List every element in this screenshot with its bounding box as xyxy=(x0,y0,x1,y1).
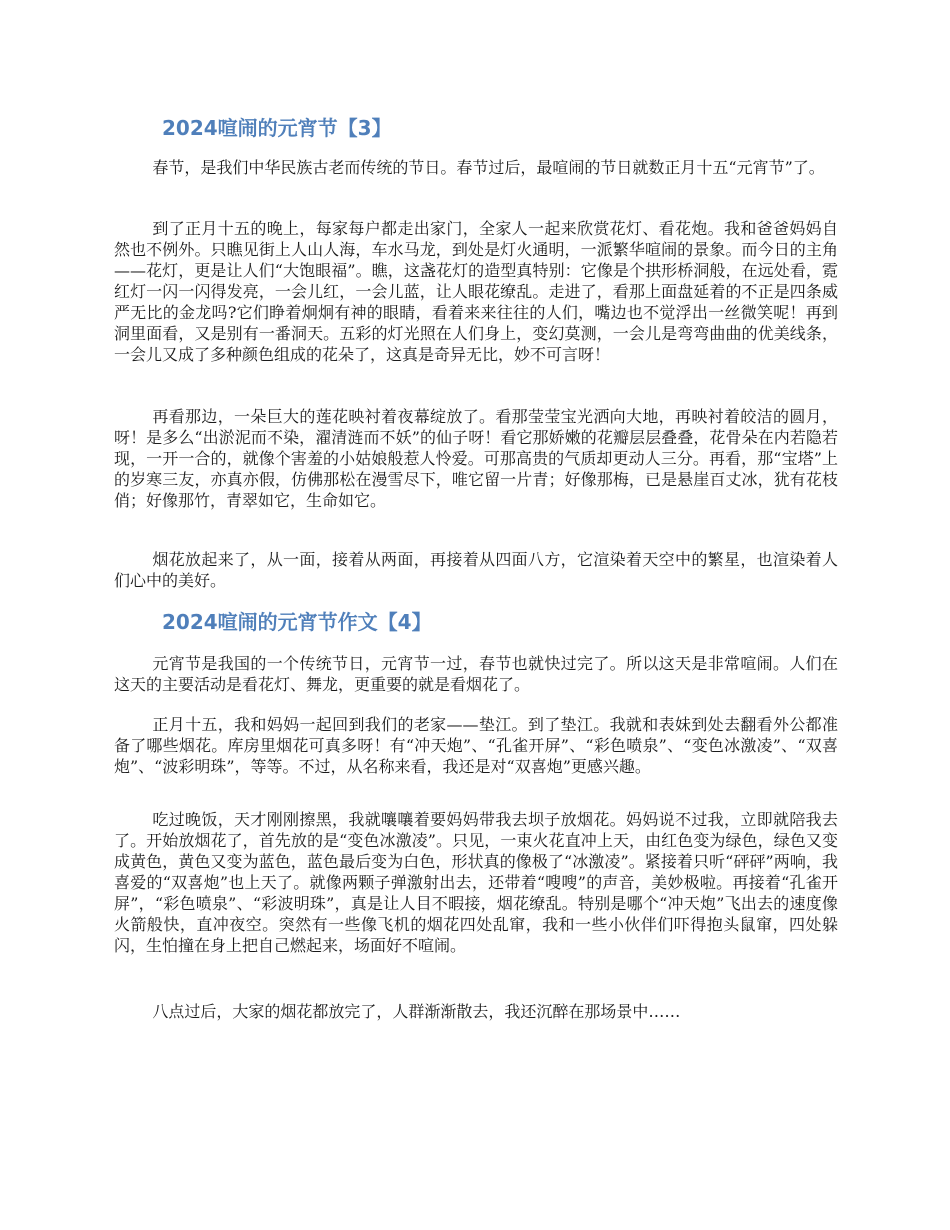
paragraph: 吃过晚饭，天才刚刚擦黑，我就嚷嚷着要妈妈带我去坝子放烟花。妈妈说不过我，立即就陪我去了。开始放烟花了，首先放的是“变色冰激凌”。只见，一束火花直冲上天，由红色变为绿色，绿色又变成黄色，黄色又变为蓝色，蓝色最后变为白色，形状真的像极了“冰激凌”。紧接着只听“砰砰”两响，我喜爱的“双喜炮”也上天了。就像两颗子弹激射出去，还带着“嗖嗖”的声音，美妙极啦。再接着“孔雀开屏”，“彩色喷泉”、“彩波明珠”，真是让人目不暇接，烟花缭乱。特别是哪个“冲天炮”飞出去的速度像火箭般快，直冲夜空。突然有一些像飞机的烟花四处乱窜，我和一些小伙伴们吓得抱头鼠窜，四处躲闪，生怕撞在身上把自己燃起来，场面好不喧闹。 xyxy=(114,810,838,955)
paragraph: 到了正月十五的晚上，每家每户都走出家门，全家人一起来欣赏花灯、看花炮。我和爸爸妈妈自然也不例外。只瞧见街上人山人海，车水马龙，到处是灯火通明，一派繁华喧闹的景象。而今日的主角——花灯，更是让人们“大饱眼福”。瞧，这盏花灯的造型真特别：它像是个拱形桥洞般，在远处看，霓红灯一闪一闪得发亮，一会儿红，一会儿蓝，让人眼花缭乱。走进了，看那上面盘延着的不正是四条威严无比的金龙吗?它们睁着炯炯有神的眼睛，看着来来往往的人们，嘴边也不觉浮出一丝微笑呢！再到洞里面看，又是别有一番洞天。五彩的灯光照在人们身上，变幻莫测，一会儿是弯弯曲曲的优美线条，一会儿又成了多种颜色组成的花朵了，这真是奇异无比，妙不可言呀！ xyxy=(114,219,838,364)
paragraph: 春节，是我们中华民族古老而传统的节日。春节过后，最喧闹的节日就数正月十五“元宵节”了。 xyxy=(152,158,825,177)
paragraph: 烟花放起来了，从一面，接着从两面，再接着从四面八方，它渲染着天空中的繁星，也渲染着人们心中的美好。 xyxy=(114,550,838,590)
paragraph: 正月十五，我和妈妈一起回到我们的老家——垫江。到了垫江。我就和表妹到处去翻看外公都准备了哪些烟花。库房里烟花可真多呀！有“冲天炮”、“孔雀开屏”、“彩色喷泉”、“变色冰激凌”、“双喜炮”、“波彩明珠”，等等。不过，从名称来看，我还是对“双喜炮”更感兴趣。 xyxy=(114,715,838,776)
paragraph: 元宵节是我国的一个传统节日，元宵节一过，春节也就快过完了。所以这天是非常喧闹。人们在这天的主要活动是看花灯、舞龙，更重要的就是看烟花了。 xyxy=(114,654,838,694)
section-title-4: 2024喧闹的元宵节作文【4】 xyxy=(162,610,432,634)
paragraph: 再看那边，一朵巨大的莲花映衬着夜幕绽放了。看那莹莹宝光洒向大地，再映衬着皎洁的圆月，呀！是多么“出淤泥而不染，濯清涟而不妖”的仙子呀！看它那娇嫩的花瓣层层叠叠，花骨朵在内若隐若现，一开一合的，就像个害羞的小姑娘般惹人怜爱。可那高贵的气质却更动人三分。再看，那“宝塔”上的岁寒三友，亦真亦假，仿佛那松在漫雪尽下，唯它留一片青；好像那梅，已是悬崖百丈冰，犹有花枝俏；好像那竹，青翠如它，生命如它。 xyxy=(114,407,838,510)
paragraph: 八点过后，大家的烟花都放完了，人群渐渐散去，我还沉醉在那场景中…… xyxy=(152,1002,681,1021)
section-title-3: 2024喧闹的元宵节【3】 xyxy=(162,116,392,140)
